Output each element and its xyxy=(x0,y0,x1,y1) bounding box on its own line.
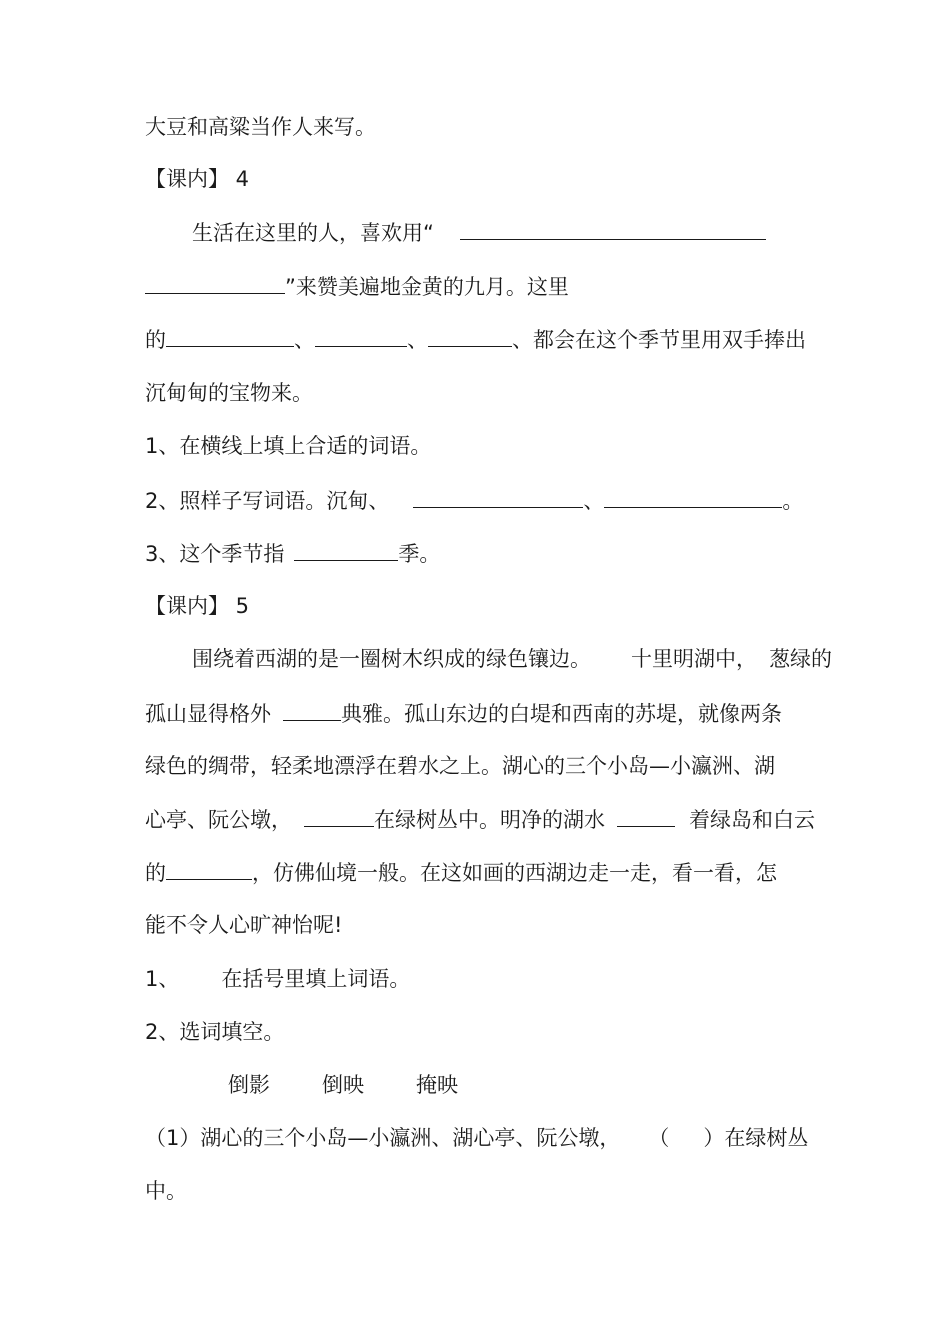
text-line xyxy=(145,378,313,408)
answer-blank[interactable] xyxy=(294,538,398,561)
section-heading-5 xyxy=(145,591,249,621)
text: 生活在这里的人，喜欢用“ xyxy=(192,221,434,245)
answer-blank[interactable] xyxy=(304,804,374,827)
question-text: （1）湖心的三个小岛—小瀛洲、湖心亭、阮公墩， xyxy=(145,1126,621,1150)
section-heading-4 xyxy=(145,164,249,194)
text: 大豆和高粱当作人来写。 xyxy=(145,115,376,139)
text: 季。 xyxy=(398,542,441,566)
text-line xyxy=(145,910,342,940)
word-option: 倒影 xyxy=(228,1073,270,1097)
answer-blank[interactable] xyxy=(315,324,407,347)
word-options xyxy=(228,1070,458,1100)
answer-blank[interactable] xyxy=(428,324,512,347)
text-line xyxy=(145,751,775,781)
answer-blank[interactable] xyxy=(166,857,252,880)
answer-blank[interactable] xyxy=(460,217,766,240)
word-option: 掩映 xyxy=(416,1073,458,1097)
text: 围绕着西湖的是一圈树木织成的绿色镶边。 xyxy=(192,647,591,671)
question-2 xyxy=(145,1017,284,1047)
text: 、 xyxy=(407,328,428,352)
section-label: 【课内】 4 xyxy=(145,167,250,191)
text: 在绿树丛中。明净的湖水 xyxy=(374,808,605,832)
paren-open: （ xyxy=(648,1126,670,1150)
text: 的 xyxy=(145,328,166,352)
answer-blank[interactable] xyxy=(604,485,782,508)
text-line xyxy=(145,271,569,302)
text: 。 xyxy=(782,489,804,513)
text: 着绿岛和白云 xyxy=(689,808,815,832)
question-text: 3、这个季节指 xyxy=(145,542,285,566)
text: ”来赞美遍地金黄的九月。这里 xyxy=(285,275,569,299)
text: 、 xyxy=(583,489,605,513)
text: 、 xyxy=(294,328,315,352)
answer-blank[interactable] xyxy=(166,324,294,347)
answer-blank[interactable] xyxy=(283,698,341,721)
text: 孤山显得格外 xyxy=(145,702,271,726)
question-text: 2、照样子写词语。沉甸、 xyxy=(145,489,390,513)
question-2 xyxy=(145,485,803,516)
text-line xyxy=(145,804,815,835)
question-1 xyxy=(145,431,431,461)
text: 典雅。孤山东边的白堤和西南的苏堤，就像两条 xyxy=(341,702,782,726)
text: 能不令人心旷神怡呢! xyxy=(145,913,343,937)
text: 心亭、阮公墩， xyxy=(145,808,292,832)
question-1 xyxy=(145,964,410,994)
text-line xyxy=(192,644,832,674)
text-line xyxy=(145,1176,187,1206)
section-label: 【课内】 5 xyxy=(145,594,250,618)
text-line xyxy=(192,217,766,248)
word-option: 倒映 xyxy=(322,1073,364,1097)
text: 沉甸甸的宝物来。 xyxy=(145,381,313,405)
text: 、都会在这个季节里用双手捧出 xyxy=(512,328,806,352)
text: 绿色的绸带，轻柔地漂浮在碧水之上。湖心的三个小岛—小瀛洲、湖 xyxy=(145,754,775,778)
answer-blank[interactable] xyxy=(413,485,583,508)
question-text: 1、在横线上填上合适的词语。 xyxy=(145,434,432,458)
text-line xyxy=(145,698,782,729)
text-line xyxy=(145,857,777,888)
text: 的 xyxy=(145,861,166,885)
question-number: 1、 xyxy=(145,967,180,991)
answer-blank[interactable] xyxy=(145,271,285,294)
text: 中。 xyxy=(145,1179,187,1203)
text: ，仿佛仙境一般。在这如画的西湖边走一走，看一看，怎 xyxy=(252,861,777,885)
answer-blank[interactable] xyxy=(617,804,675,827)
text: 十里明湖中， xyxy=(631,647,757,671)
sub-question-1 xyxy=(145,1123,808,1153)
question-text: 2、选词填空。 xyxy=(145,1020,285,1044)
text: 葱绿的 xyxy=(769,647,832,671)
question-text: 在括号里填上词语。 xyxy=(221,967,411,991)
question-3 xyxy=(145,538,440,569)
text-line xyxy=(145,324,806,355)
text: ）在绿树丛 xyxy=(703,1126,809,1150)
text-line xyxy=(145,112,376,142)
